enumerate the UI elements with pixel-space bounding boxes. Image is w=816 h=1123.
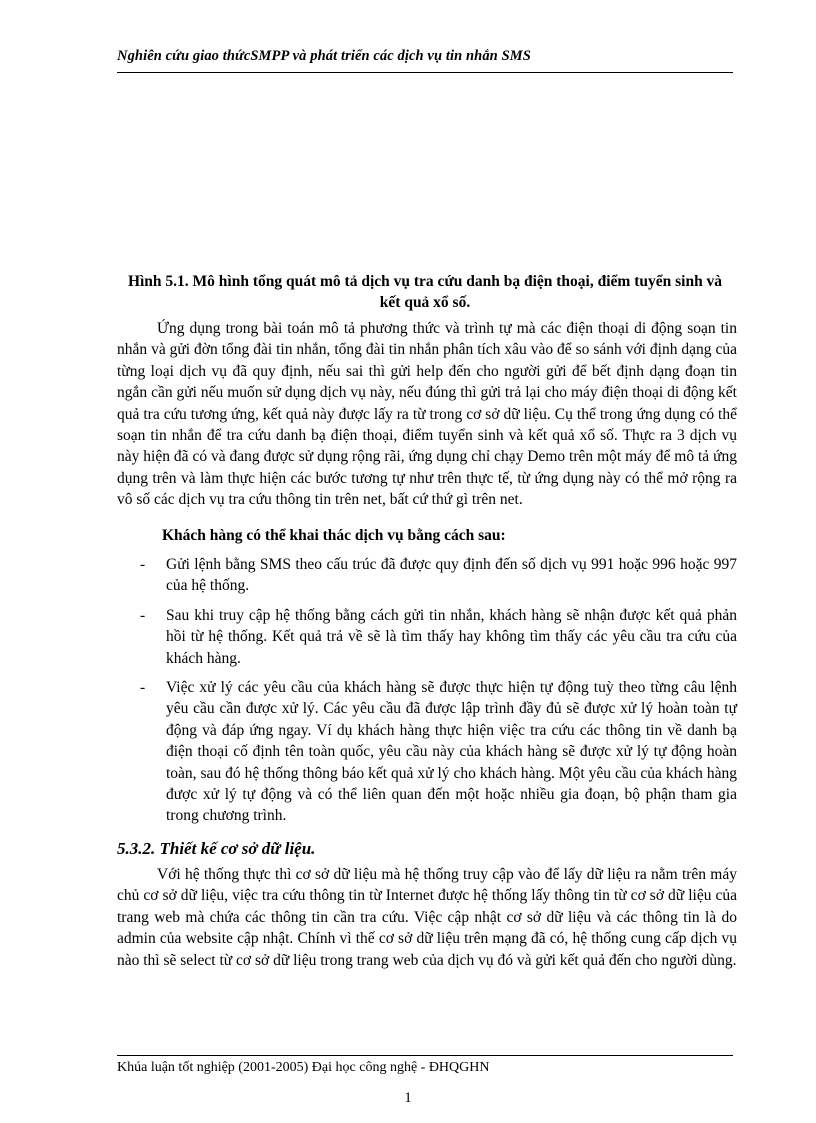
running-footer: Khúa luận tốt nghiệp (2001-2005) Đại học công nghệ - ĐHQGHN [117, 1060, 490, 1075]
section-heading: 5.3.2. Thiết kế cơ sở dữ liệu. [117, 839, 316, 858]
customer-usage-heading: Khách hàng có thể khai thác dịch vụ bằng cách sau: [162, 527, 506, 544]
list-item [140, 605, 737, 669]
bullet-dash: - [140, 679, 146, 697]
intro-paragraph: Ứng dụng trong bài toán mô tả phương thức và trình tự mà các điện thoại di động soạn tin nhắn và gửi đờn tổng đài tin nhắn, tổng đài tin nhắn phân tích xâu vào để so sánh với định dạng của từng loại dịch vụ đã quy định, nếu sai thì gửi help đến cho người gửi để bết định dạng đoạn tin ngắn cần gửi nếu muốn sử dụng dịch vụ này, nếu đúng thì gửi trả lại cho máy điện thoại di động kết quả tra cứu tương ứng, kết quả này được lấy ra từ trong cơ sở dữ liệu. Cụ thể trong ứng dụng có thể soạn tin nhắn để tra cứu danh bạ điện thoại, điểm tuyển sinh và kết quả xổ số. Thực ra 3 dịch vụ này hiện đã có và đang được sử dụng rộng rãi, ứng dụng chỉ chạy Demo trên một máy để mô tả ứng dụng trên và làm thực hiện các bước tương tự như trên thực tế, từ ứng dụng này có thể mở rộng ra vô số các dịch vụ tra cứu thông tin trên net, bất cứ thứ gì trên net. [117, 320, 737, 509]
running-header: Nghiên cứu giao thứcSMPP và phát triển các dịch vụ tin nhắn SMS [117, 48, 531, 64]
list-item-text: Gửi lệnh bằng SMS theo cấu trúc đã được quy định đến số dịch vụ 991 hoặc 996 hoặc 997 của hệ thống. [166, 556, 737, 595]
customer-usage-list [140, 554, 737, 835]
header-divider [117, 72, 733, 73]
database-paragraph: Với hệ thống thực thì cơ sở dữ liệu mà hệ thống truy cập vào để lấy dữ liệu ra nằm trên máy chủ cơ sở dữ liệu, việc tra cứu thông tin từ Internet được hệ thống lấy thông tin từ cơ sở dữ liệu của trang web mà chứa các thông tin cần tra cứu. Việc cập nhật cơ sở dữ liệu và các thông tin là do admin của website cập nhật. Chính vì thế cơ sở dữ liệu trên mạng đã có, hệ thống cung cấp dịch vụ nào thì sẽ select từ cơ sở dữ liệu trong trang web của dịch vụ đó và gửi kết quả đến cho người dùng. [117, 866, 737, 969]
figure-caption: Hình 5.1. Mô hình tổng quát mô tả dịch vụ tra cứu danh bạ điện thoại, điểm tuyển sinh và kết quả xổ số. [127, 273, 723, 311]
bullet-dash: - [140, 606, 146, 624]
bullet-dash: - [140, 556, 146, 573]
footer-divider [117, 1055, 733, 1056]
list-item-text: Việc xử lý các yêu cầu của khách hàng sẽ được thực hiện tự động tuỳ theo từng câu lệnh yêu cầu cần được xử lý. Các yêu cầu đã được lập trình đầy đủ sẽ được xử lý hoàn toàn tự động và đáp ứng ngay. Ví dụ khách hàng thực hiện việc tra cứu các thông tin về danh bạ điện thoại cố định tên toàn quốc, yêu cầu này của khách hàng sẽ được xử lý tự động hoàn toàn, sau đó hệ thống thông báo kết quả xử lý cho khách hàng. Một yêu cầu của khách hàng được xử lý tự động và có thể liên quan đến một hoặc nhiều gia đoạn, bộ phận tham gia trong chương trình. [166, 679, 737, 825]
list-item [140, 677, 737, 827]
list-item-text: Sau khi truy cập hệ thống bằng cách gửi tin nhắn, khách hàng sẽ nhận được kết quả phản hồi từ hệ thống. Kết quả trả về sẽ là tìm thấy hay không tìm thấy các yêu cầu tra cứu của khách hàng. [166, 606, 737, 667]
page-number: 1 [404, 1090, 412, 1106]
list-item [140, 554, 737, 597]
